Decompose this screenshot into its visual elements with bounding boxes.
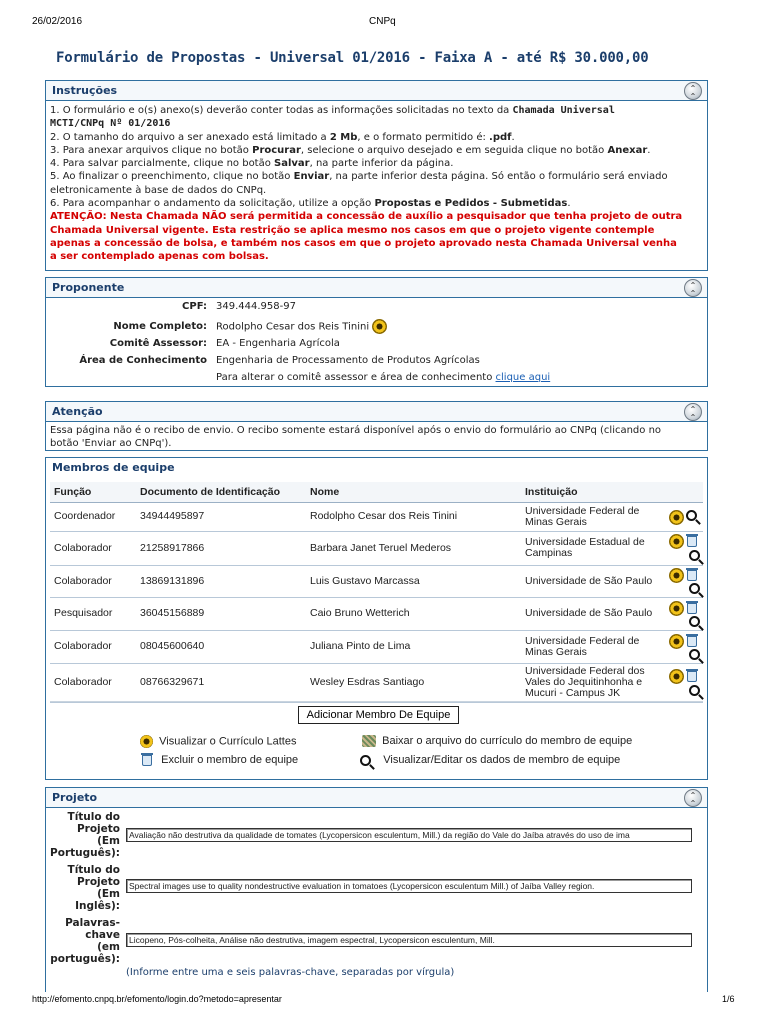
table-header-row xyxy=(50,482,703,502)
table-row xyxy=(50,565,703,597)
collapse-icon[interactable]: ⌃ ⌃ xyxy=(684,279,702,297)
instrucao-3: 3. Para anexar arquivos clique no botão Procurar, selecione o arquivo desejado e em seguida clique no botão Anexar. xyxy=(50,144,651,156)
funcao-cell: Colaborador xyxy=(50,663,136,702)
legend-download: Baixar o arquivo do currículo do membro de equipe xyxy=(362,735,632,747)
magnifier-icon[interactable] xyxy=(689,616,700,627)
funcao-cell: Colaborador xyxy=(50,630,136,663)
legend-excluir: Excluir o membro de equipe xyxy=(142,754,298,766)
magnifier-icon xyxy=(360,755,371,766)
titulo-en-label: Título do Projeto (Em Inglês): xyxy=(67,864,120,912)
instrucao-1b: MCTI/CNPq Nº 01/2016 xyxy=(50,118,171,130)
trash-icon[interactable] xyxy=(687,671,697,682)
clique-aqui-link[interactable]: clique aqui xyxy=(495,372,551,383)
projeto-title: Projeto xyxy=(52,791,98,804)
magnifier-icon[interactable] xyxy=(689,685,700,696)
table-row xyxy=(50,630,703,663)
doc-cell: 36045156889 xyxy=(136,597,306,630)
table-row xyxy=(50,531,703,565)
table-row xyxy=(50,597,703,630)
pdf-footer-page: 1/6 xyxy=(722,994,735,1004)
lattes-icon[interactable] xyxy=(669,669,684,684)
proponente-panel xyxy=(45,277,708,387)
trash-icon[interactable] xyxy=(687,536,697,547)
instrucao-5b: eletronicamente à base de dados do CNPq. xyxy=(50,184,267,196)
titulo-en-input[interactable]: Spectral images use to quality nondestructive evaluation in tomatoes (Lycopersicon esculentum Mill.) of Jaíba Valley region. xyxy=(126,879,692,893)
proponente-header xyxy=(46,278,707,298)
palavras-label: Palavras- chave (em português): xyxy=(50,917,120,965)
lattes-icon[interactable] xyxy=(669,510,684,525)
pdf-header-date: 26/02/2016 xyxy=(32,16,83,27)
inst-cell: Universidade de São Paulo xyxy=(521,597,665,630)
cpf-value: 349.444.958-97 xyxy=(216,301,296,312)
inst-cell: Universidade Federal de Minas Gerais xyxy=(521,502,665,531)
pdf-header-title: CNPq xyxy=(369,16,396,27)
instrucoes-title: Instruções xyxy=(52,84,118,97)
instrucao-5: 5. Ao finalizar o preenchimento, clique no botão Enviar, na parte inferior desta página. Só então o formulário será enviado xyxy=(50,171,668,183)
nome-cell: Rodolpho Cesar dos Reis Tinini xyxy=(306,502,521,531)
instrucao-1: 1. O formulário e o(s) anexo(s) deverão conter todas as informações solicitadas no texto da Chamada Universal xyxy=(50,105,615,116)
instrucoes-body xyxy=(46,101,707,267)
titulo-pt-input[interactable]: Avaliação não destrutiva da qualidade de tomates (Lycopersicon esculentum, Mill.) da região do Vale do Jaíba através do uso de ima xyxy=(126,828,692,842)
trash-icon[interactable] xyxy=(687,603,697,614)
col-instituicao: Instituição xyxy=(521,482,665,502)
magnifier-icon[interactable] xyxy=(689,583,700,594)
pdf-footer-url: http://efomento.cnpq.br/efomento/login.do?metodo=apresentar xyxy=(32,994,282,1004)
projeto-header xyxy=(46,788,707,808)
funcao-cell: Colaborador xyxy=(50,565,136,597)
doc-cell: 34944495897 xyxy=(136,502,306,531)
titulo-pt-label: Título do Projeto (Em Português): xyxy=(50,811,120,859)
equipe-table xyxy=(50,482,703,703)
legend-lattes: Visualizar o Currículo Lattes xyxy=(140,735,297,748)
table-row xyxy=(50,663,703,702)
nome-cell: Wesley Esdras Santiago xyxy=(306,663,521,702)
area-value: Engenharia de Processamento de Produtos Agrícolas xyxy=(216,355,480,366)
collapse-icon[interactable]: ⌃ ⌃ xyxy=(684,403,702,421)
table-row xyxy=(50,502,703,531)
doc-cell: 21258917866 xyxy=(136,531,306,565)
lattes-icon[interactable] xyxy=(669,568,684,583)
palavras-input[interactable]: Licopeno, Pós-colheita, Análise não destrutiva, imagem espectral, Lycopersicon esculentum, Mill. xyxy=(126,933,692,947)
area-label: Área de Conhecimento xyxy=(79,355,207,366)
lattes-icon[interactable] xyxy=(669,534,684,549)
equipe-title: Membros de equipe xyxy=(52,461,175,474)
atencao-header xyxy=(46,402,707,422)
proponente-title: Proponente xyxy=(52,281,125,294)
lattes-icon[interactable] xyxy=(669,634,684,649)
instrucao-6: 6. Para acompanhar o andamento da solicitação, utilize a opção Propostas e Pedidos - Submetidas. xyxy=(50,198,571,210)
nome-cell: Juliana Pinto de Lima xyxy=(306,630,521,663)
instrucoes-panel xyxy=(45,80,708,271)
nome-cell: Caio Bruno Wetterich xyxy=(306,597,521,630)
comite-row xyxy=(46,338,707,355)
col-funcao: Função xyxy=(50,482,136,502)
cpf-row xyxy=(46,301,707,318)
nome-row xyxy=(46,318,707,338)
alterar-text: Para alterar o comitê assessor e área de conhecimento clique aqui xyxy=(216,372,551,383)
trash-icon[interactable] xyxy=(687,636,697,647)
col-documento: Documento de Identificação xyxy=(136,482,306,502)
col-nome: Nome xyxy=(306,482,521,502)
inst-cell: Universidade Federal dos Vales do Jequitinhonha e Mucuri - Campus JK xyxy=(521,663,665,702)
funcao-cell: Coordenador xyxy=(50,502,136,531)
lattes-icon[interactable] xyxy=(372,319,387,334)
doc-cell: 08045600640 xyxy=(136,630,306,663)
nome-cell: Barbara Janet Teruel Mederos xyxy=(306,531,521,565)
collapse-icon[interactable]: ⌃ ⌃ xyxy=(684,789,702,807)
trash-icon xyxy=(142,755,152,766)
instrucao-2: 2. O tamanho do arquivo a ser anexado está limitado a 2 Mb, e o formato permitido é: .pdf. xyxy=(50,131,515,143)
atencao-warning: ATENÇÃO: Nesta Chamada NÃO será permitida a concessão de auxílio a pesquisador que tenha projeto de outra Chamada Universal vigente. Esta restrição se aplica mesmo nos casos em que o projeto vigente contemple apenas a concessão de bolsa, e também nos casos em que o projeto aprovado nesta Chamada Universal venha a ser contemplado apenas com bolsas. xyxy=(50,211,683,263)
legend-editar: Visualizar/Editar os dados de membro de equipe xyxy=(360,754,620,766)
instrucao-4: 4. Para salvar parcialmente, clique no botão Salvar, na parte inferior da página. xyxy=(50,158,454,170)
doc-cell: 08766329671 xyxy=(136,663,306,702)
page-title: Formulário de Propostas - Universal 01/2016 - Faixa A - até R$ 30.000,00 xyxy=(56,50,649,66)
add-member-button[interactable]: Adicionar Membro De Equipe xyxy=(298,706,459,724)
comite-label: Comitê Assessor: xyxy=(109,338,207,349)
comite-value: EA - Engenharia Agrícola xyxy=(216,338,340,349)
inst-cell: Universidade de São Paulo xyxy=(521,565,665,597)
lattes-icon[interactable] xyxy=(669,601,684,616)
atencao-panel xyxy=(45,401,708,451)
funcao-cell: Colaborador xyxy=(50,531,136,565)
funcao-cell: Pesquisador xyxy=(50,597,136,630)
collapse-icon[interactable]: ⌃ ⌃ xyxy=(684,82,702,100)
atencao-body: Essa página não é o recibo de envio. O recibo somente estará disponível após o envio do formulário ao CNPq (clicando no botão 'Enviar ao CNPq'). xyxy=(50,425,662,450)
magnifier-icon[interactable] xyxy=(689,649,700,660)
lattes-icon xyxy=(140,735,153,748)
cpf-label: CPF: xyxy=(182,301,207,312)
atencao-title: Atenção xyxy=(52,405,103,418)
area-row xyxy=(46,355,707,372)
magnifier-icon[interactable] xyxy=(689,550,700,561)
nome-cell: Luis Gustavo Marcassa xyxy=(306,565,521,597)
nome-label: Nome Completo: xyxy=(113,321,207,332)
alterar-row xyxy=(46,372,707,389)
doc-cell: 13869131896 xyxy=(136,565,306,597)
palavras-hint: (Informe entre uma e seis palavras-chave, separadas por vírgula) xyxy=(126,967,455,978)
inst-cell: Universidade Estadual de Campinas xyxy=(521,531,665,565)
inst-cell: Universidade Federal de Minas Gerais xyxy=(521,630,665,663)
nome-value: Rodolpho Cesar dos Reis Tinini xyxy=(216,319,387,334)
equipe-header xyxy=(46,458,707,478)
magnifier-icon[interactable] xyxy=(686,510,697,521)
download-icon xyxy=(362,735,376,747)
instrucoes-header xyxy=(46,81,707,101)
trash-icon[interactable] xyxy=(687,570,697,581)
